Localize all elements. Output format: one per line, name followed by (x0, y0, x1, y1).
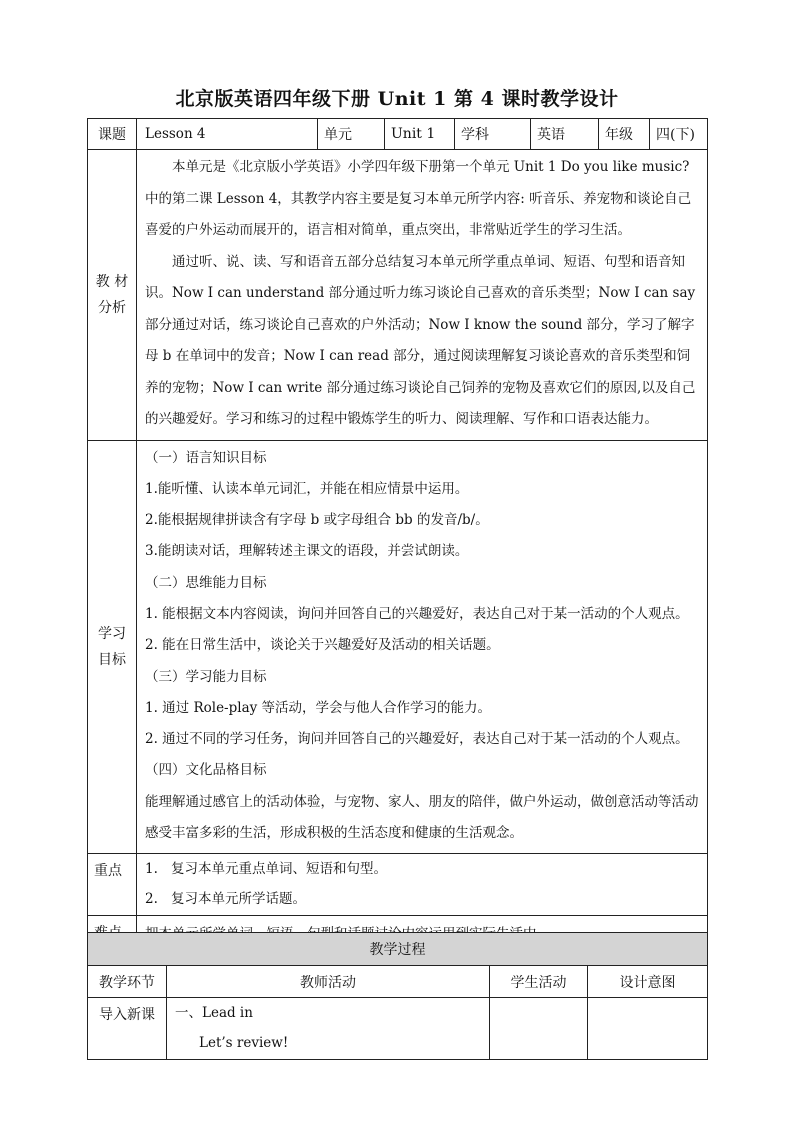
subject-label: 学科 (455, 119, 531, 150)
analysis-label: 教 材 分析 (88, 150, 137, 441)
process-header-row (88, 933, 708, 966)
objective-line: 2. 能在日常生活中，谈论关于兴趣爱好及活动的相关话题。 (145, 637, 500, 654)
objectives-content (137, 440, 708, 854)
analysis-paragraph-2: 通过听、说、读、写和语音五部分总结复习本单元所学重点单词、短语、句型和语音知识。Now I can understand 部分通过听力练习谈论自己喜欢的音乐类型；Now I can say 部分通过对话，练习谈论自己喜欢的户外活动；Now I know the sound 部分，学习了解字母 b 在单词中的发音；Now I can read 部分，通过阅读理解复习谈论喜欢的音乐类型和饲养的宠物；Now I can write 部分通过练习谈论自己饲养的宠物及喜欢它们的原因,以及自己的兴趣爱好。学习和练习的过程中锻炼学生的听力、阅读理解、写作和口语表达能力。 (145, 253, 696, 427)
topic-label: 课题 (88, 119, 137, 150)
key-points-row (88, 854, 708, 916)
process-header: 教学过程 (88, 933, 708, 966)
design-intent-cell (588, 998, 708, 1060)
objective-heading-4: （四）文化品格目标 (145, 762, 267, 779)
key-point-num: 2. (145, 891, 158, 908)
objectives-label: 学习 目标 (88, 440, 137, 854)
key-point-num: 1. (145, 861, 158, 878)
student-activity-cell (490, 998, 588, 1060)
key-points-label: 重点 (88, 854, 137, 916)
col-student: 学生活动 (490, 966, 588, 998)
teaching-process-table (87, 932, 708, 1060)
page-title: 北京版英语四年级下册 Unit 1 第 4 课时教学设计 (175, 88, 619, 110)
key-point-item (145, 854, 707, 884)
objective-heading-2: （二）思维能力目标 (145, 574, 267, 591)
teacher-line: 一、Lead in (175, 1005, 253, 1021)
unit-value: Unit 1 (385, 119, 455, 150)
topic-value: Lesson 4 (137, 119, 318, 150)
col-teacher: 教师活动 (167, 966, 490, 998)
objective-line: 1.能听懂、认读本单元词汇，并能在相应情景中运用。 (145, 480, 469, 497)
key-points-content (137, 854, 708, 916)
key-point-text: 复习本单元重点单词、短语和句型。 (171, 861, 387, 878)
objective-line: 2. 通过不同的学习任务，询问并回答自己的兴趣爱好，表达自己对于某一活动的个人观点。 (145, 731, 689, 748)
col-intent: 设计意图 (588, 966, 708, 998)
analysis-content (137, 150, 708, 441)
objective-line: 能理解通过感官上的活动体验，与宠物、家人、朋友的陪伴，做户外运动，做创意活动等活动感受丰富多彩的生活，形成积极的生活态度和健康的生活观念。 (145, 793, 699, 842)
stage-cell: 导入新课 (88, 998, 167, 1060)
objective-line: 2.能根据规律拼读含有字母 b 或字母组合 bb 的发音/b/。 (145, 512, 489, 529)
objective-line: 3.能朗读对话，理解转述主课文的语段，并尝试朗读。 (145, 543, 469, 560)
lesson-info-table (87, 118, 708, 948)
table-row (88, 998, 708, 1060)
subject-value: 英语 (531, 119, 599, 150)
analysis-row (88, 150, 708, 441)
key-point-item (145, 884, 707, 914)
teacher-activity-cell (167, 998, 490, 1060)
objective-line: 1. 能根据文本内容阅读，询问并回答自己的兴趣爱好，表达自己对于某一活动的个人观点。 (145, 605, 689, 622)
objective-line: 1. 通过 Role-play 等活动，学会与他人合作学习的能力。 (145, 699, 492, 716)
objectives-row (88, 440, 708, 854)
key-point-text: 复习本单元所学话题。 (171, 891, 306, 908)
analysis-paragraph-1: 本单元是《北京版小学英语》小学四年级下册第一个单元 Unit 1 Do you like music?中的第二课 Lesson 4，其教学内容主要是复习本单元所学内容: 听音乐、养宠物和谈论自己喜爱的户外运动而展开的，语言相对简单，重点突出，非常贴近学生的学习生活。 (145, 159, 692, 238)
grade-value: 四(下) (650, 119, 708, 150)
unit-label: 单元 (318, 119, 385, 150)
teacher-line: Let’s review! (199, 1035, 289, 1051)
objective-heading-1: （一）语言知识目标 (145, 449, 267, 466)
objective-heading-3: （三）学习能力目标 (145, 668, 267, 685)
col-stage: 教学环节 (88, 966, 167, 998)
process-column-headers (88, 966, 708, 998)
info-row (88, 119, 708, 150)
grade-label: 年级 (599, 119, 650, 150)
